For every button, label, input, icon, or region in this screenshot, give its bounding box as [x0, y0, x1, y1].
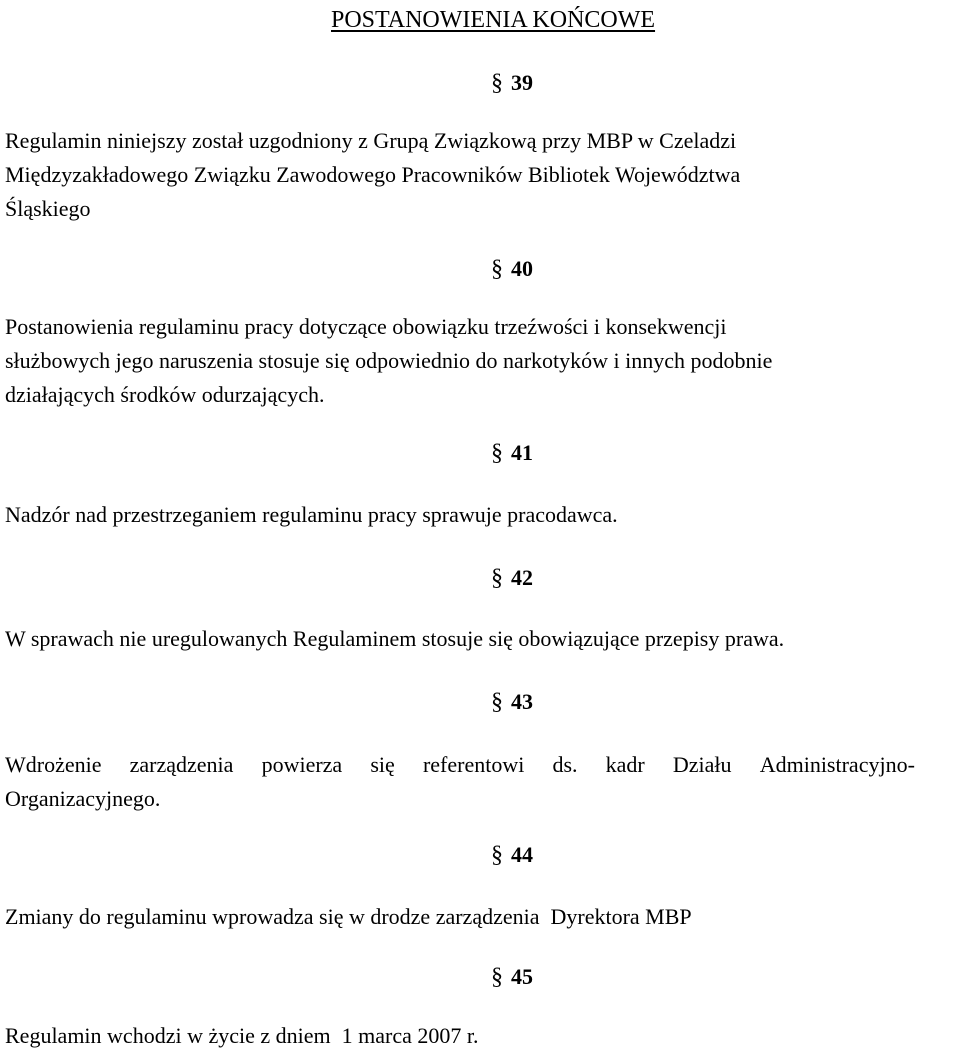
paragraph-line: działających środków odurzających. — [5, 382, 325, 407]
paragraph-line: Zmiany do regulaminu wprowadza się w drodze zarządzenia Dyrektora MBP — [5, 904, 692, 929]
section-number: 42 — [511, 565, 533, 590]
paragraph-44 — [5, 900, 955, 934]
paragraph-43 — [5, 748, 955, 816]
word: ds. — [552, 752, 578, 777]
section-heading-39 — [491, 68, 533, 98]
section-heading-42 — [491, 563, 533, 593]
paragraph-line: Regulamin niniejszy został uzgodniony z Grupą Związkową przy MBP w Czeladzi — [5, 128, 737, 153]
word: referentowi — [422, 752, 525, 777]
paragraph-line: W sprawach nie uregulowanych Regulaminem stosuje się obowiązujące przepisy prawa. — [5, 626, 785, 651]
word: się — [370, 752, 395, 777]
paragraph-39 — [5, 124, 955, 226]
page-title: POSTANOWIENIA KOŃCOWE — [331, 7, 656, 33]
paragraph-40 — [5, 310, 955, 412]
word: Administracyjno- — [759, 752, 915, 777]
section-heading-43 — [491, 687, 533, 717]
paragraph-line: Regulamin wchodzi w życie z dniem 1 marca 2007 r. — [5, 1023, 479, 1048]
section-symbol: § — [491, 440, 503, 466]
paragraph-line: Śląskiego — [5, 196, 91, 221]
word: Działu — [672, 752, 732, 777]
paragraph-line: Organizacyjnego. — [5, 786, 161, 811]
word: Wdrożenie — [5, 752, 102, 777]
section-symbol: § — [491, 964, 503, 990]
section-heading-41 — [491, 438, 533, 468]
section-symbol: § — [491, 565, 503, 591]
section-number: 39 — [511, 70, 533, 95]
section-symbol: § — [491, 689, 503, 715]
section-heading-45 — [491, 962, 533, 992]
paragraph-line: służbowych jego naruszenia stosuje się odpowiednio do narkotyków i innych podobnie — [5, 348, 773, 373]
paragraph-line: Międzyzakładowego Związku Zawodowego Pracowników Bibliotek Województwa — [5, 162, 741, 187]
paragraph-41 — [5, 498, 955, 532]
section-number: 43 — [511, 689, 533, 714]
paragraph-line-justified — [5, 748, 915, 782]
section-number: 41 — [511, 440, 533, 465]
word: powierza — [261, 752, 343, 777]
section-heading-40 — [491, 254, 533, 284]
section-number: 40 — [511, 256, 533, 281]
word: kadr — [605, 752, 645, 777]
word: zarządzenia — [129, 752, 234, 777]
section-symbol: § — [491, 256, 503, 282]
section-number: 44 — [511, 842, 533, 867]
paragraph-42 — [5, 622, 955, 656]
section-symbol: § — [491, 70, 503, 96]
paragraph-45 — [5, 1019, 955, 1053]
paragraph-line: Nadzór nad przestrzeganiem regulaminu pracy sprawuje pracodawca. — [5, 502, 618, 527]
section-number: 45 — [511, 964, 533, 989]
paragraph-line: Postanowienia regulaminu pracy dotyczące obowiązku trzeźwości i konsekwencji — [5, 314, 727, 339]
section-symbol: § — [491, 842, 503, 868]
section-heading-44 — [491, 840, 533, 870]
